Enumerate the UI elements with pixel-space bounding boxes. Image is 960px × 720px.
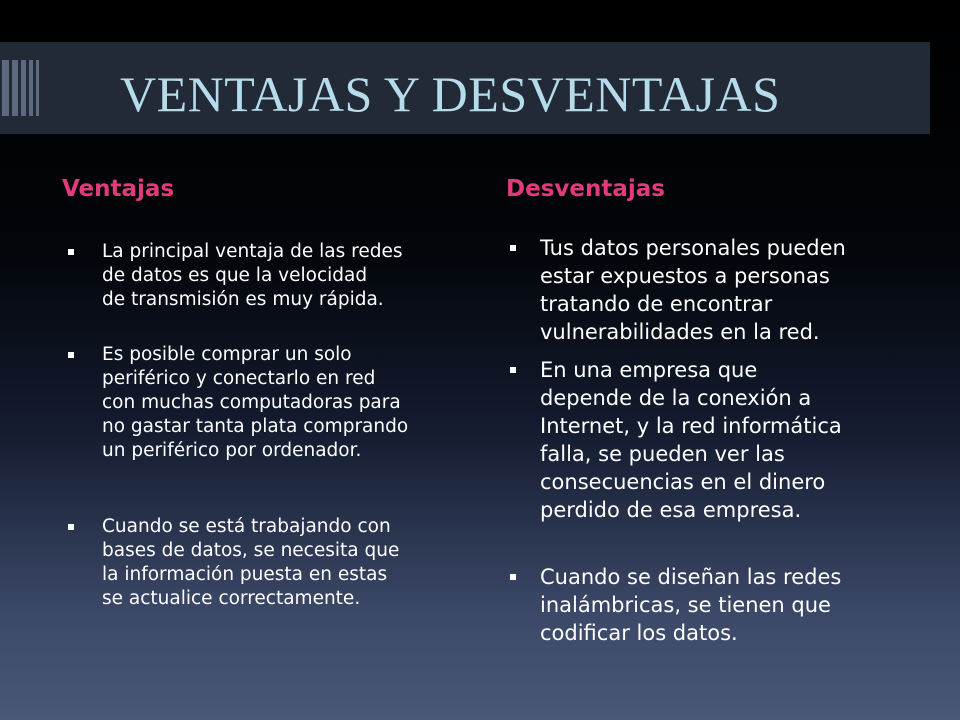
list-item — [506, 356, 910, 524]
decorative-stripes — [0, 42, 42, 134]
stripe — [29, 60, 33, 116]
list-item-text: La principal ventaja de las redes de datos es que la velocidad de transmisión es muy rápida. — [102, 241, 403, 310]
slide-title: VENTAJAS Y DESVENTAJAS — [120, 66, 781, 122]
list-item — [506, 563, 910, 647]
title-band — [0, 42, 930, 134]
square-bullet-icon — [68, 524, 74, 530]
list-item-text: Tus datos personales pueden estar expuestos a personas tratando de encontrar vulnerabilidades en la red. — [540, 236, 846, 344]
square-bullet-icon — [510, 574, 516, 580]
list-item — [62, 515, 478, 611]
list-item-text: En una empresa que depende de la conexión a Internet, y la red informática falla, se pueden ver las consecuencias en el dinero perdido de esa empresa. — [540, 358, 842, 522]
stripe — [21, 60, 26, 116]
list-item-text: Cuando se está trabajando con bases de datos, se necesita que la información puesta en estas se actualice correctamente. — [102, 516, 400, 609]
list-item-text: Es posible comprar un solo periférico y conectarlo en red con muchas computadoras para no gastar tanta plata comprando un periférico por ordenador. — [102, 344, 409, 461]
list-item — [62, 343, 478, 463]
ventajas-heading: Ventajas — [62, 176, 175, 202]
list-item — [506, 234, 910, 346]
square-bullet-icon — [68, 249, 74, 255]
stripe — [12, 60, 18, 116]
stripe — [2, 60, 9, 116]
square-bullet-icon — [510, 367, 516, 373]
desventajas-heading: Desventajas — [506, 176, 665, 202]
list-item — [62, 240, 478, 312]
square-bullet-icon — [68, 352, 74, 358]
square-bullet-icon — [510, 245, 516, 251]
stripe — [36, 60, 39, 116]
list-item-text: Cuando se diseñan las redes inalámbricas, se tienen que codificar los datos. — [540, 565, 842, 645]
